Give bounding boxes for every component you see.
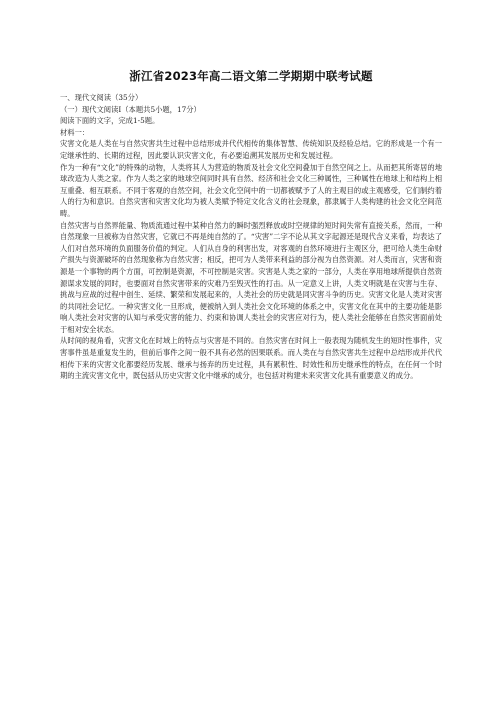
section-heading: 一、现代文阅读（35分）: [60, 93, 143, 102]
material-label: 材料一：: [60, 127, 90, 137]
body-paragraph: 作为一种有“文化”的特殊的动物，人类将其人为营造的物质及社会文化空间叠加于自然空间之上。从而把其所寄居的地球改造为人类之家。作为人类之家的地球空间同时具有自然、经济和社会文化三种属性，三种属性在地球上和结构上相互重叠、相互联系。不同于客观的自然空间，社会文化空间中的一切都被赋予了人的主观目的或主观感受，它们制约着人的行为和意识。自然灾害和灾害文化均为被人类赋予特定文化含义的社会现象，都隶属于人类构建的社会文化空间范畴。: [60, 162, 442, 218]
body-paragraph: 灾害文化是人类在与自然灾害共生过程中总结形成并代代相传的集体智慧、传统知识及经验总结。它的形成是一个有一定继承性的、长期的过程，因此要认识灾害文化，有必要追溯其发展历史和发展过程。: [60, 139, 442, 160]
document-title: 浙江省2023年高二语文第二学期期中联考试题: [129, 69, 373, 83]
instruction-text: 阅读下面的文字，完成1-5题。: [60, 116, 160, 126]
subsection-heading: （一）现代文阅读Ⅰ（本题共5小题，17分）: [60, 104, 201, 114]
body-paragraph: 自然灾害与自然界能量、物质流通过程中某种自然力的瞬时强烈释放或时空规律的短时间失常有直接关系，然而，一种自然现象一旦被称为自然灾害，它就已不再是纯自然的了。“灾害”二字不论从其文字起源还是现代含义来看，均表达了人们对自然环境的负面服务价值的判定。人们从自身的利害出发，对客观的自然环境进行主观区分，把可给人类生命财产损失与资源破坏的自然现象称为自然灾害；相反，把可为人类带来利益的部分视为自然资源。对人类而言，灾害和资源是一个事物的两个方面，可控制是资源，不可控制是灾害。灾害是人类之家的一部分，人类在享用地球所提供自然资源谋求发展的同时，也要面对自然灾害带来的灾难乃至毁灭性的打击。从一定意义上讲，人类文明就是在灾害与生存、挑战与应战的过程中创生、延续、繁荣和发展起来的，人类社会的历史就是同灾害斗争的历史。灾害文化是人类对灾害的共同社会记忆。一种灾害文化一旦形成，便被纳入到人类社会文化环境的体系之中，灾害文化在其中的主要功能是影响人类社会对灾害的认知与承受灾害的能力、约束和协调人类社会的灾害应对行为，使人类社会能够在自然灾害面前处于相对安全状态。: [60, 220, 442, 334]
body-paragraph: 从时间的视角看，灾害文化在时域上的特点与灾害是不同的。自然灾害在时间上一般表现为随机发生的短时性事件，灾害事件虽是重复发生的，但前后事件之间一般不具有必然的因果联系。而人类在与自然灾害共生过程中总结形成并代代相传下来的灾害文化都要经历发展、继承与扬弃的历史过程，具有累积性、时效性和历史继承性的特点，在任何一个时期的主流灾害文化中，既包括从历史灾害文化中继承的成分，也包括对构建未来灾害文化具有重要意义的成分。: [60, 336, 442, 381]
document-page: [60, 68, 442, 382]
